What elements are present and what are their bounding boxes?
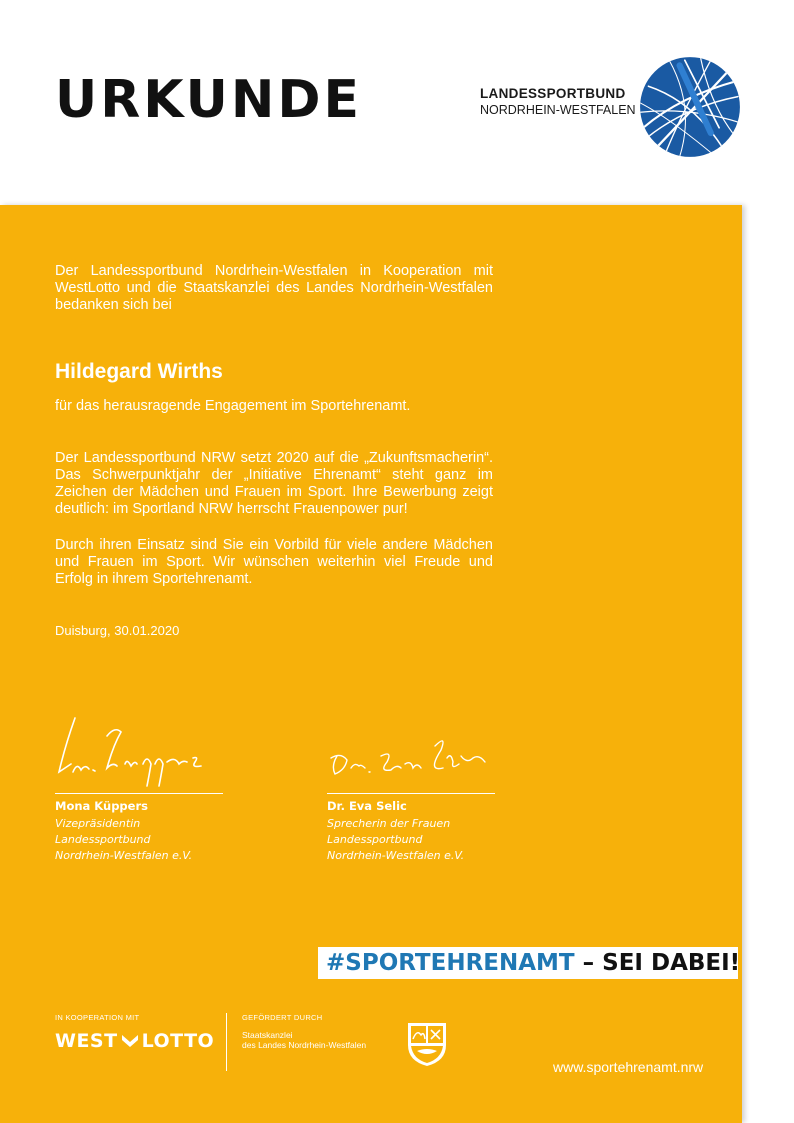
org-wordmark (480, 86, 636, 119)
westlotto-chevron-icon (120, 1033, 140, 1049)
signature-handwriting-2 (327, 706, 497, 792)
banner-hashtag: #SPORTEHRENAMT (326, 950, 575, 976)
org-name-line1: LANDESSPORTBUND (480, 86, 626, 101)
intro-text: Der Landessportbund Nordrhein-Westfalen in Kooperation mit WestLotto und die Staatskanzlei des Landes Nordrhein-Westfalen bedanken sich bei (55, 263, 493, 313)
paragraph-2: Durch ihren Einsatz sind Sie ein Vorbild für viele andere Mädchen und Frauen im Sport. Wir wünschen weiterhin viel Freude und Erfolg in ihrem Sportehrenamt. (55, 537, 493, 587)
signature-line-1 (55, 793, 223, 794)
certificate-panel (0, 205, 742, 1123)
paragraph-1: Der Landessportbund NRW setzt 2020 auf die „Zukunftsmacherin“. Das Schwerpunktjahr der „Initiative Ehrenamt“ steht ganz im Zeichen der Mädchen und Frauen im Sport. Ihre Bewerbung zeigt deutlich: im Sportland NRW herrscht Frauenpower pur! (55, 450, 493, 517)
purpose-text: für das herausragende Engagement im Sportehrenamt. (55, 398, 411, 414)
signer-role-2: Sprecherin der Frauen Landessportbund Nordrhein-Westfalen e.V. (327, 817, 465, 862)
signer-name-1: Mona Küppers (55, 799, 148, 813)
staatskanzlei-name: Staatskanzlei des Landes Nordrhein-Westfalen (242, 1030, 367, 1050)
website-url: www.sportehrenamt.nrw (553, 1059, 704, 1075)
banner-slogan: – SEI DABEI! (574, 950, 741, 976)
page-title: URKUNDE (55, 70, 363, 130)
coop-label: IN KOOPERATION MIT (55, 1013, 140, 1022)
place-date: Duisburg, 30.01.2020 (55, 623, 180, 638)
funded-label: GEFÖRDERT DURCH (242, 1013, 323, 1022)
signer-role-1: Vizepräsidentin Landessportbund Nordrhein-Westfalen e.V. (55, 817, 193, 862)
signer-name-2: Dr. Eva Selic (327, 799, 407, 813)
signature-handwriting-1 (55, 706, 225, 792)
org-name-line2: NORDRHEIN-WESTFALEN (480, 102, 636, 117)
westlotto-logo: WEST LOTTO (55, 1030, 215, 1052)
landessportbund-logo-icon (638, 55, 742, 159)
footer-divider (226, 1013, 227, 1071)
signature-line-2 (327, 793, 495, 794)
nrw-crest-icon (405, 1021, 449, 1067)
hashtag-banner (318, 947, 741, 979)
recipient-name: Hildegard Wirths (55, 360, 223, 383)
